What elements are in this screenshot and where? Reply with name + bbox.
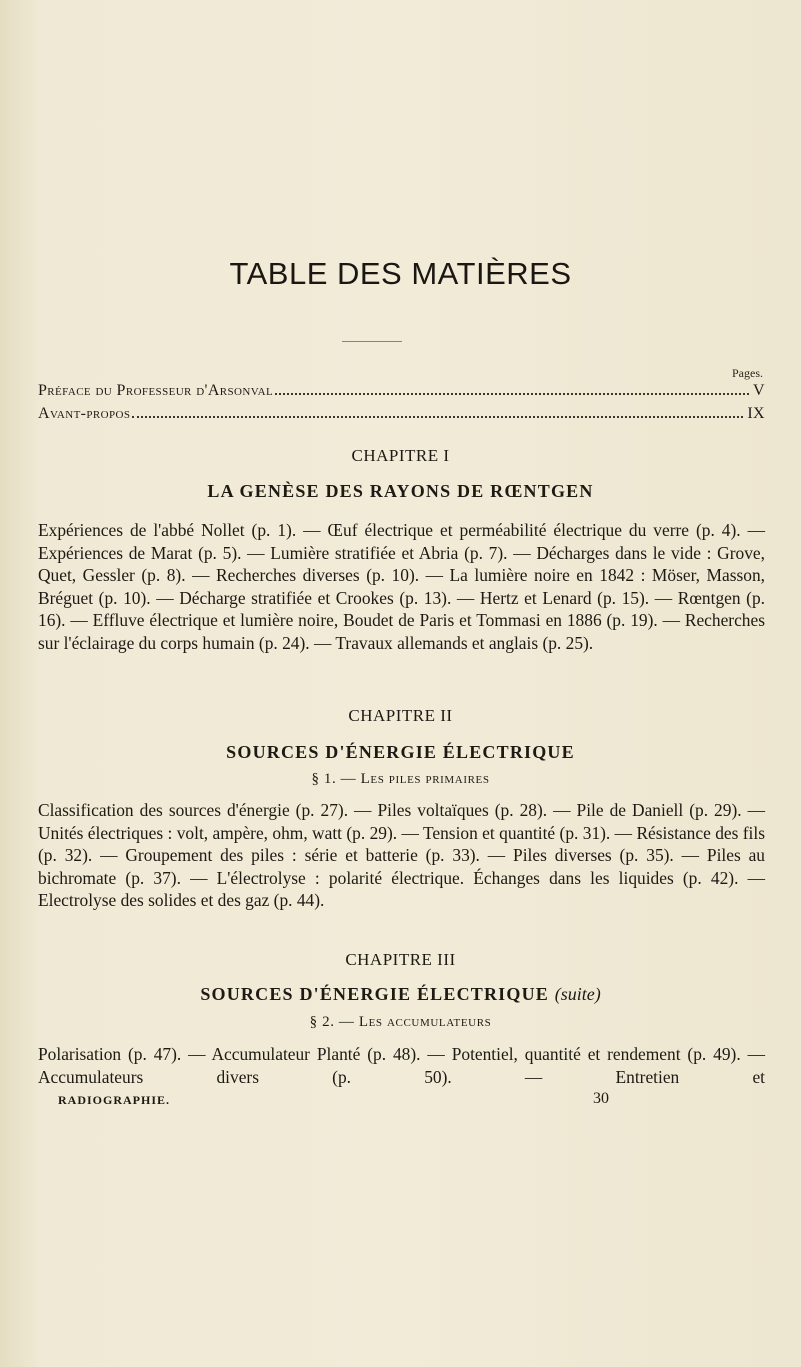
page-title: TABLE DES MATIÈRES — [229, 256, 572, 291]
chapter-2-title: SOURCES D'ÉNERGIE ÉLECTRIQUE — [226, 742, 575, 762]
chapter-3-number: CHAPITRE III — [345, 950, 456, 969]
pages-column-label: Pages. — [732, 366, 763, 380]
chapter-3-title: SOURCES D'ÉNERGIE ÉLECTRIQUE — [200, 984, 549, 1004]
chapter-2-section: § 1. — Les piles primaires — [311, 771, 490, 787]
title-rule — [342, 341, 402, 342]
chapter-3-title-line — [0, 984, 801, 1005]
toc-entry-page: V — [753, 382, 765, 399]
chapter-3-title-suffix: (suite) — [554, 984, 601, 1004]
toc-entry-page: IX — [747, 405, 765, 422]
chapter-1-number: CHAPITRE I — [351, 446, 450, 465]
toc-entry-label: Avant-propos — [38, 405, 131, 422]
chapter-2-number: CHAPITRE II — [348, 706, 453, 725]
chapter-1-title: LA GENÈSE DES RAYONS DE RŒNTGEN — [207, 481, 594, 501]
chapter-3-summary: Polarisation (p. 47). — Accumulateur Planté (p. 48). — Potentiel, quantité et rendement (p. 49). — Accumulateurs divers (p. 50). — Entretien et — [38, 1044, 765, 1087]
toc-entry-avant-propos[interactable] — [38, 405, 765, 423]
chapter-3-section: § 2. — Les accumulateurs — [309, 1014, 492, 1030]
signature-number: 30 — [593, 1090, 609, 1107]
signature-mark: RADIOGRAPHIE. — [58, 1093, 171, 1107]
toc-entry-label: Préface du Professeur d'Arsonval — [38, 382, 274, 399]
dot-leader — [132, 416, 743, 418]
chapter-1-summary: Expériences de l'abbé Nollet (p. 1). — Œuf électrique et perméabilité électrique du verre (p. 4). — Expériences de Marat (p. 5). — Lumière stratifiée et Abria (p. 7). — Décharges dans le vide : Grove, Quet, Gessler (p. 8). — Recherches diverses (p. 10). — La lumière noire en 1842 : Möser, Masson, Bréguet (p. 10). — Décharge stratifiée et Crookes (p. 13). — Hertz et Lenard (p. 15). — Rœntgen (p. 16). — Effluve électrique et lumière noire, Boudet de Paris et Tommasi en 1886 (p. 19). — Recherches sur l'éclairage du corps humain (p. 24). — Travaux allemands et anglais (p. 25). — [38, 520, 765, 653]
chapter-2-summary: Classification des sources d'énergie (p. 27). — Piles voltaïques (p. 28). — Pile de Daniell (p. 29). — Unités électriques : volt, ampère, ohm, watt (p. 29). — Tension et quantité (p. 31). — Résistance des fils (p. 32). — Groupement des piles : série et batterie (p. 33). — Piles diverses (p. 35). — Piles au bichromate (p. 37). — L'électrolyse : polarité électrique. Échanges dans les liquides (p. 42). — Electrolyse des solides et des gaz (p. 44). — [38, 800, 765, 911]
dot-leader — [275, 393, 749, 395]
toc-entry-preface[interactable] — [38, 382, 765, 400]
